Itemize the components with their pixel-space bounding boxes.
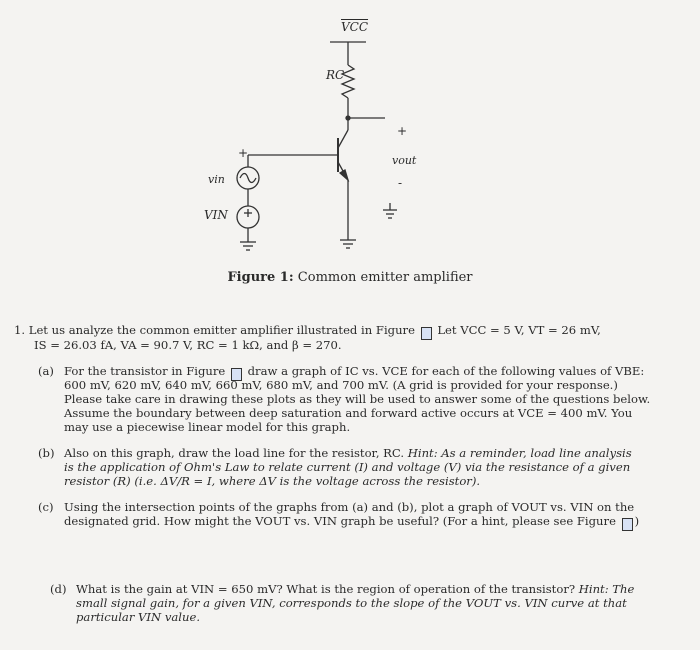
part-b-line3: resistor (R) (i.e. ΔV/R = I, where ΔV is the voltage across the resistor). xyxy=(64,474,481,488)
figure-ref-1[interactable] xyxy=(421,327,432,340)
part-d-line3: particular VIN value. xyxy=(76,610,201,624)
emitter-arrow xyxy=(340,170,348,180)
part-b-line2: is the application of Ohm's Law to relate current (I) and voltage (V) via the resistance of a given xyxy=(64,460,631,474)
rc-label: RC xyxy=(326,68,345,82)
figure-label: Figure 1: xyxy=(227,270,294,285)
figure-ref-2[interactable] xyxy=(622,518,633,531)
problem-1-params: IS = 26.03 fA, VA = 90.7 V, RC = 1 kΩ, and β = 270. xyxy=(34,338,342,352)
part-b-tag: (b) xyxy=(38,446,55,460)
part-d-line2: small signal gain, for a given VIN, corresponds to the slope of the VOUT vs. VIN curve at that xyxy=(76,596,627,610)
figure-caption xyxy=(0,270,700,285)
part-a-line3: Please take care in drawing these plots as they will be used to answer some of the questions below. xyxy=(64,392,651,406)
part-c-line1: Using the intersection points of the graphs from (a) and (b), plot a graph of VOUT vs. VIN on the xyxy=(64,500,635,514)
circuit-diagram xyxy=(190,10,450,260)
part-a-line2: 600 mV, 620 mV, 640 mV, 660 mV, 680 mV, and 700 mV. (A grid is provided for your response.) xyxy=(64,378,618,392)
vin-plus: + xyxy=(238,146,249,160)
part-b-line1: Also on this graph, draw the load line for the resistor, RC. Hint: As a reminder, load line analysis xyxy=(64,446,632,460)
vcc-label: $\overline{VCC}$ xyxy=(341,20,369,34)
part-d-line1: What is the gain at VIN = 650 mV? What is the region of operation of the transistor? Hint: The xyxy=(76,582,635,596)
vin-small-label: vin xyxy=(208,173,225,186)
vout-plus: + xyxy=(397,124,408,138)
part-c-line2: designated grid. How might the VOUT vs. VIN graph be useful? (For a hint, please see Figure ) xyxy=(64,514,684,531)
figure-caption-text: Common emitter amplifier xyxy=(297,270,473,285)
part-a-tag: (a) xyxy=(38,364,54,378)
part-a-line4: Assume the boundary between deep saturation and forward active occurs at VCE = 400 mV. You xyxy=(64,406,633,420)
vout-label: vout xyxy=(392,154,417,167)
part-d-tag: (d) xyxy=(50,582,67,596)
part-a-line5: may use a piecewise linear model for this graph. xyxy=(64,420,351,434)
problem-1-header: 1. Let us analyze the common emitter amplifier illustrated in Figure Let VCC = 5 V, VT = 26 mV, xyxy=(14,323,694,340)
part-a-line1: For the transistor in Figure draw a graph of IC vs. VCE for each of the following values of VBE: xyxy=(64,364,684,381)
vout-minus: - xyxy=(398,176,403,190)
part-c-tag: (c) xyxy=(38,500,54,514)
vin-big-label: VIN xyxy=(204,208,228,222)
